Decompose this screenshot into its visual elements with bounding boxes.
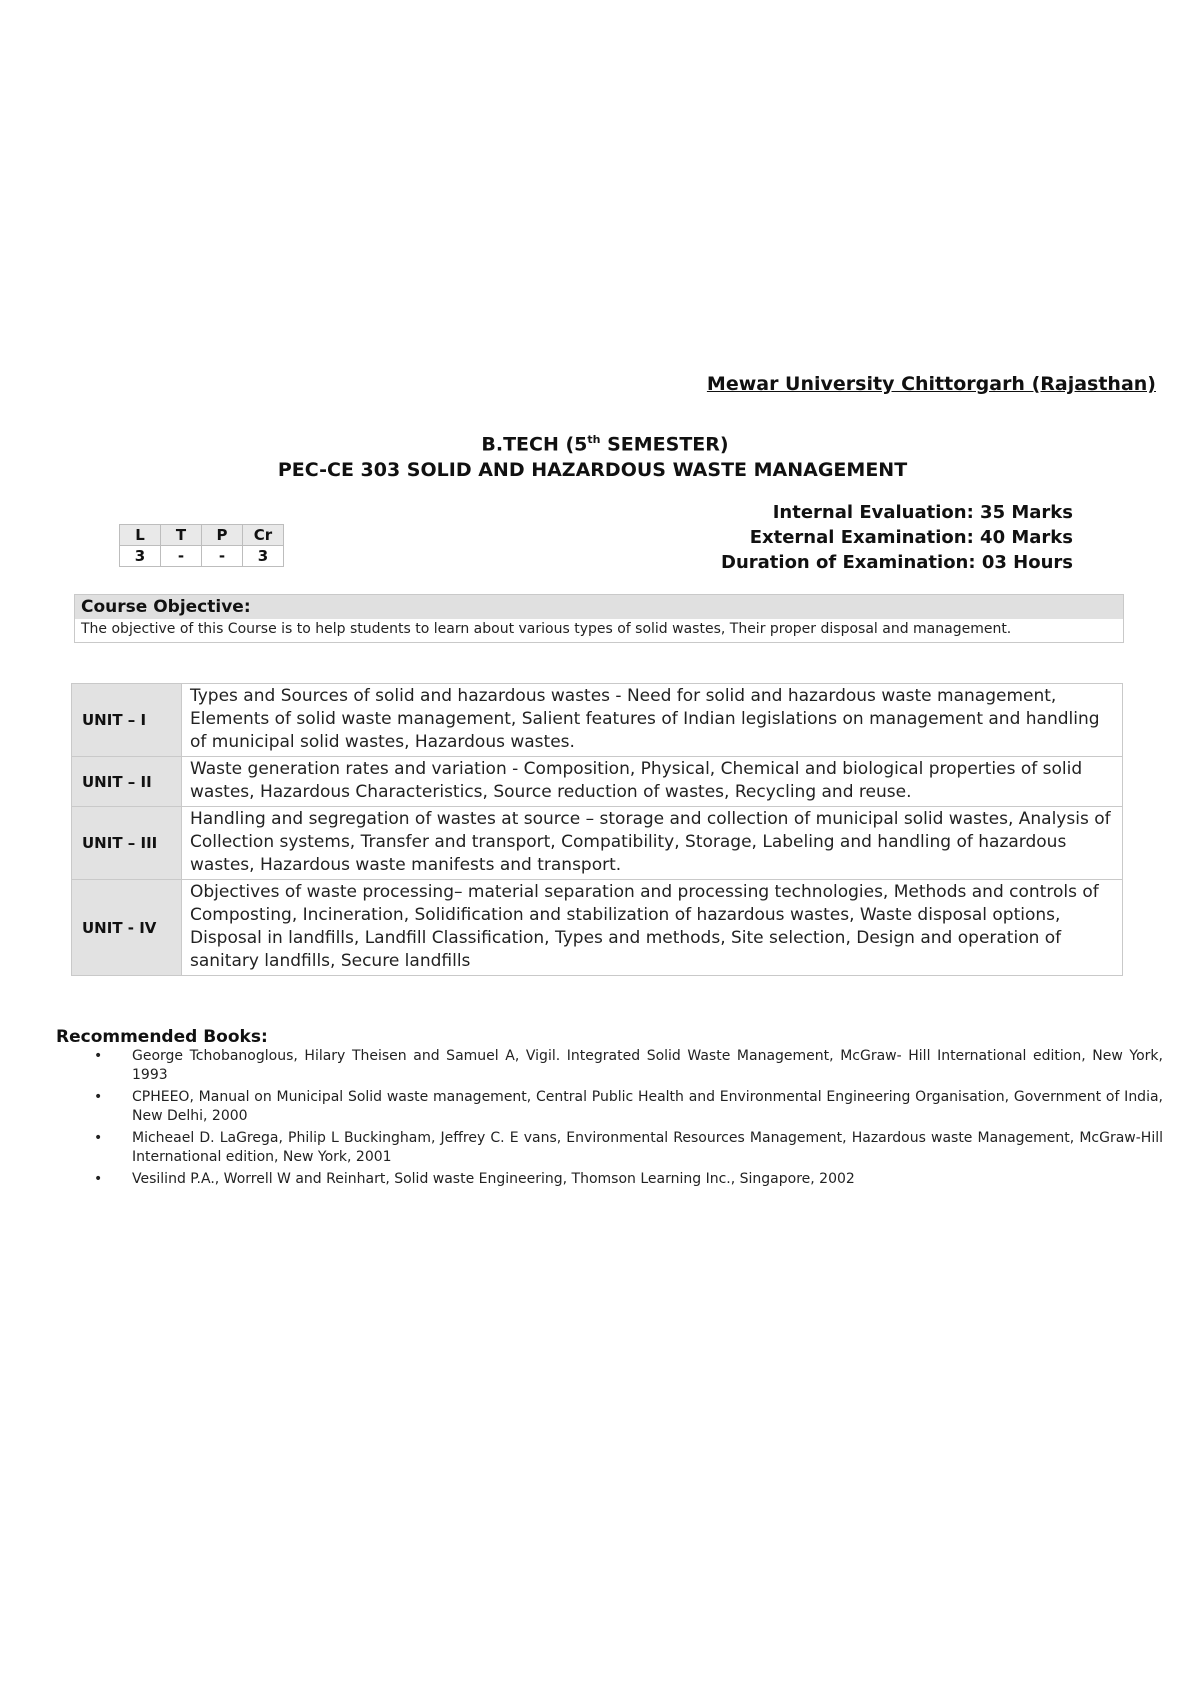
course-title-block [0, 427, 1200, 483]
book-item [90, 1088, 1163, 1126]
external-examination: External Examination: 40 Marks [749, 527, 1073, 548]
unit-row [72, 807, 1123, 880]
ltp-header-row [120, 525, 284, 546]
book-item [90, 1129, 1163, 1167]
unit-content: Handling and segregation of wastes at source – storage and collection of municipal solid wastes, Analysis of Collection systems, Transfer and transport, Compatibility, Storage, Labeling and handling of hazardous wastes, Hazardous waste manifests and transport. [182, 807, 1123, 880]
evaluation-scheme [721, 500, 1073, 575]
course-title: PEC-CE 303 SOLID AND HAZARDOUS WASTE MANAGEMENT [277, 459, 908, 482]
program-title [10, 427, 1200, 457]
course-objective-text: The objective of this Course is to help students to learn about various types of solid wastes, Their proper disposal and management. [81, 621, 1012, 637]
ltp-header-cr: Cr [243, 525, 284, 546]
unit-label: UNIT – I [72, 684, 182, 757]
unit-row [72, 757, 1123, 807]
book-citation: Vesilind P.A., Worrell W and Reinhart, Solid waste Engineering, Thomson Learning Inc., Singapore, 2002 [132, 1171, 855, 1187]
program-title-suffix: SEMESTER) [600, 433, 729, 456]
university-name: Mewar University Chittorgarh (Rajasthan) [706, 373, 1156, 395]
ltp-credits-table [119, 524, 284, 567]
exam-duration: Duration of Examination: 03 Hours [721, 552, 1073, 573]
ltp-header-p: P [202, 525, 243, 546]
recommended-books-list [90, 1047, 1163, 1192]
bullet-icon: • [94, 1171, 103, 1187]
bullet-icon: • [94, 1089, 103, 1105]
book-citation: George Tchobanoglous, Hilary Theisen and Samuel A, Vigil. Integrated Solid Waste Management, McGraw- Hill International edition, New York, 1993 [132, 1048, 1163, 1083]
course-objective-heading: Course Objective: [75, 595, 1123, 619]
recommended-books-heading: Recommended Books: [56, 1027, 268, 1047]
program-title-text: B.TECH (5 [481, 433, 588, 456]
course-objective-box [74, 594, 1124, 643]
ltp-value-l: 3 [120, 546, 161, 567]
book-citation: Micheael D. LaGrega, Philip L Buckingham, Jeffrey C. E vans, Environmental Resources Management, Hazardous waste Management, McGraw-Hill International edition, New York, 2001 [132, 1130, 1163, 1165]
ltp-header-l: L [120, 525, 161, 546]
unit-content: Objectives of waste processing– material separation and processing technologies, Methods and controls of Composting, Incineration, Solidification and stabilization of hazardous wastes, Waste disposal options, Disposal in landfills, Landfill Classification, Types and methods, Site selection, Design and operation of sanitary landfills, Secure landfills [182, 880, 1123, 976]
internal-evaluation: Internal Evaluation: 35 Marks [772, 502, 1073, 523]
bullet-icon: • [94, 1130, 103, 1146]
unit-label: UNIT – II [72, 757, 182, 807]
ltp-value-row [120, 546, 284, 567]
ltp-value-p: - [202, 546, 243, 567]
book-item [90, 1170, 1163, 1189]
book-citation: CPHEEO, Manual on Municipal Solid waste management, Central Public Health and Environmental Engineering Organisation, Government of India, New Delhi, 2000 [132, 1089, 1163, 1124]
ltp-header-t: T [161, 525, 202, 546]
unit-row [72, 880, 1123, 976]
syllabus-units-table [71, 683, 1123, 976]
unit-content: Types and Sources of solid and hazardous wastes - Need for solid and hazardous waste management, Elements of solid waste management, Salient features of Indian legislations on management and handling of municipal solid wastes, Hazardous wastes. [182, 684, 1123, 757]
unit-row [72, 684, 1123, 757]
unit-label: UNIT - IV [72, 880, 182, 976]
book-item [90, 1047, 1163, 1085]
unit-label: UNIT – III [72, 807, 182, 880]
ltp-value-cr: 3 [243, 546, 284, 567]
bullet-icon: • [94, 1048, 103, 1064]
ltp-value-t: - [161, 546, 202, 567]
program-title-sup: th [587, 433, 601, 446]
unit-content: Waste generation rates and variation - Composition, Physical, Chemical and biological properties of solid wastes, Hazardous Characteristics, Source reduction of wastes, Recycling and reuse. [182, 757, 1123, 807]
